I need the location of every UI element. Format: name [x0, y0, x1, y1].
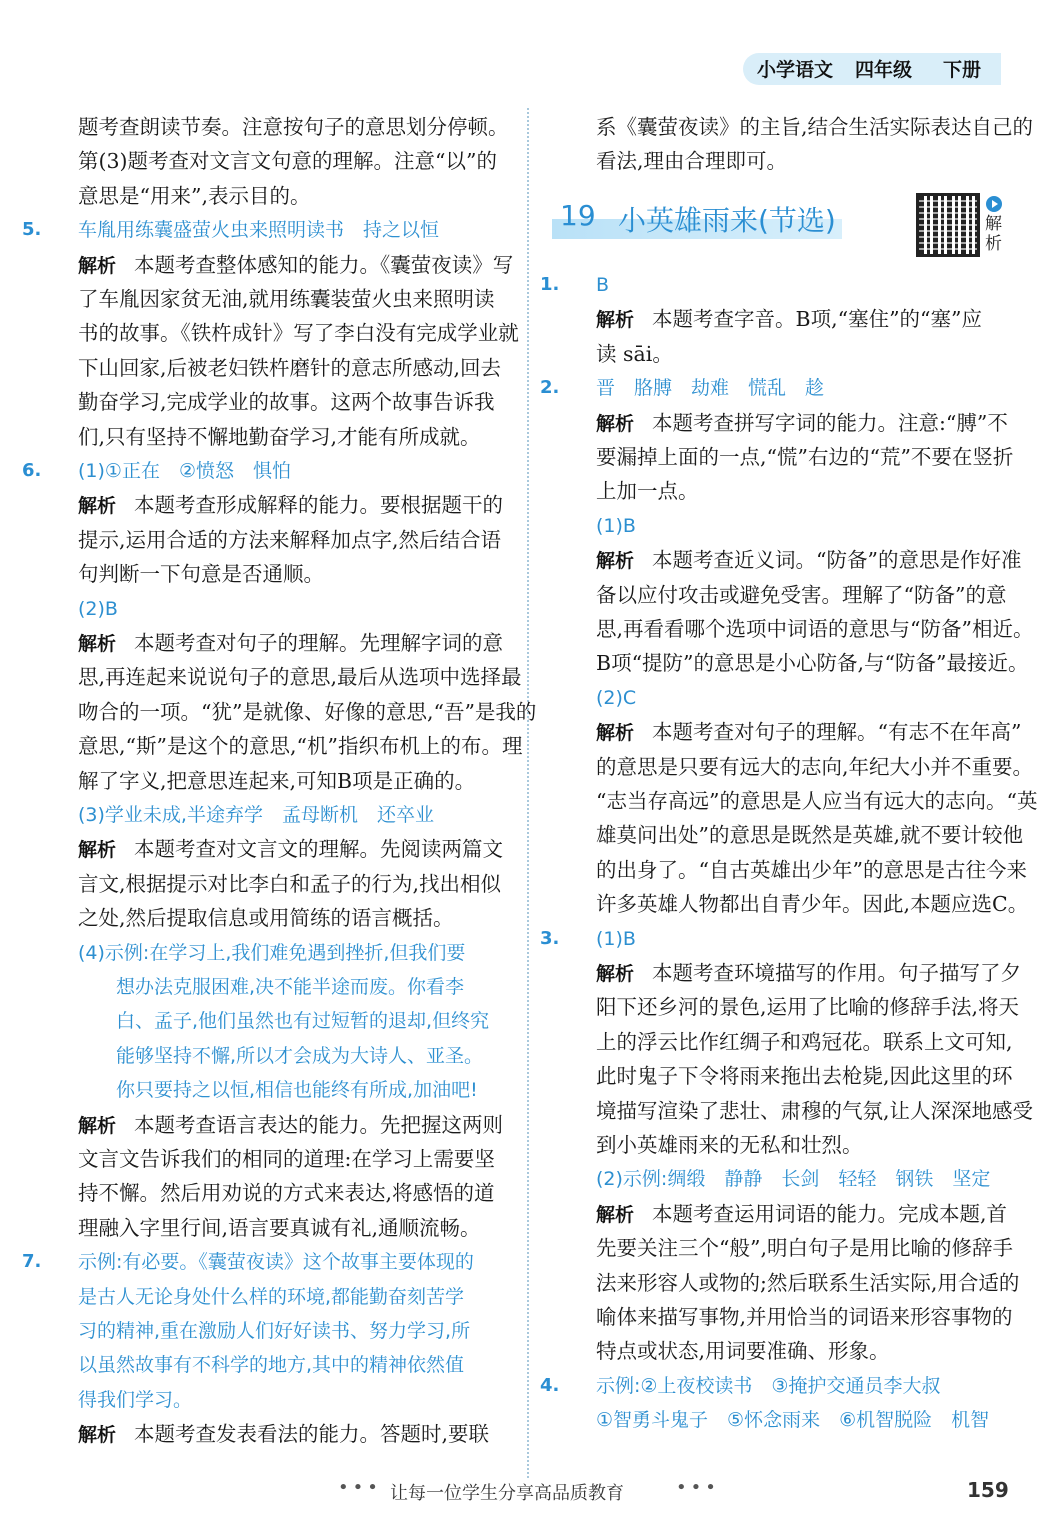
text-line	[78, 628, 503, 659]
line-text: (4)示例:在学习上,我们难免遇到挫折,但我们要	[78, 941, 466, 964]
line-text: 言文,根据提示对比李白和孟子的行为,找出相似	[78, 871, 502, 896]
answer-line	[78, 1385, 192, 1415]
line-text: B	[596, 274, 610, 296]
line-text: 要漏掉上面的一点,“慌”右边的“荒”不要在竖折	[596, 445, 1014, 469]
qr-code-icon[interactable]	[916, 193, 980, 257]
line-text: (2)B	[78, 597, 118, 620]
text-line	[78, 559, 324, 589]
line-text: 的出身了。“自古英雄出少年”的意思是古往今来	[596, 857, 1027, 882]
answer-line	[78, 1247, 474, 1277]
text-line	[596, 146, 787, 176]
text-line	[78, 525, 501, 555]
answer-line	[78, 1350, 464, 1380]
line-text: 解了字义,把意思连起来,可知B项是正确的。	[78, 768, 476, 793]
question-number: 5.	[22, 219, 42, 241]
line-text: 本题考查字音。B项,“塞住”的“塞”应	[652, 307, 983, 332]
line-text: 思,再看看哪个选项中词语的意思与“防备”相近。	[596, 617, 1034, 641]
line-text: 本题考查拼写字词的能力。注意:“膊”不	[652, 410, 1008, 435]
analysis-label: 解析	[596, 412, 635, 435]
analysis-label: 解析	[78, 1424, 117, 1447]
line-text: 是古人无论身处什么样的环境,都能勤奋刻苦学	[78, 1285, 465, 1308]
text-line	[78, 146, 497, 176]
line-text: 上加一点。	[596, 479, 699, 504]
text-line	[596, 648, 1029, 678]
line-text: 意思是“用来”,表示目的。	[78, 183, 311, 208]
text-line	[596, 1336, 890, 1366]
text-line	[596, 545, 1021, 576]
line-text: (1)①正在 ②愤怒 惧怕	[78, 460, 291, 482]
text-line	[78, 1419, 489, 1450]
line-text: 本题考查语言表达的能力。先把握这两则	[134, 1112, 504, 1137]
answer-line	[78, 215, 439, 245]
line-text: 吻合的一项。“犹”是就像、好像的意思,“吾”是我的	[78, 699, 537, 724]
footer-dots-left: •••	[338, 1477, 382, 1498]
text-line	[596, 1199, 1007, 1230]
line-text: 本题考查对句子的理解。先理解字词的意	[134, 631, 504, 655]
line-text: 思,再连起来说说句子的意思,最后从选项中选择最	[78, 665, 522, 690]
line-text: ①智勇斗鬼子 ⑤怀念雨来 ⑥机智脱险 机智	[596, 1409, 990, 1432]
answer-line	[78, 456, 291, 486]
answer-line	[596, 511, 636, 541]
analysis-label: 解析	[596, 550, 635, 573]
footer-slogan: 让每一位学生分享高品质教育	[390, 1483, 624, 1504]
text-line	[596, 1096, 1033, 1126]
line-text: 喻体来描写事物,并用恰当的词语来形容事物的	[596, 1305, 1013, 1329]
header-tag	[743, 53, 1001, 85]
text-line	[78, 284, 495, 314]
line-text: 示例:②上夜校读书 ③掩护交通员李大叔	[596, 1374, 941, 1397]
answer-line	[78, 972, 464, 1002]
line-text: 习的精神,重在激励人们好好读书、努力学习,所	[78, 1320, 471, 1342]
play-icon[interactable]	[986, 196, 1002, 212]
line-text: 雄莫问出处”的意思是既然是英雄,就不要计较他	[596, 823, 1023, 848]
line-text: 境描写渲染了悲壮、肃穆的气氛,让人深深地感受	[596, 1098, 1034, 1123]
text-line	[596, 1233, 1013, 1263]
answer-line	[596, 1164, 990, 1194]
lesson-heading	[552, 197, 842, 241]
text-line	[78, 422, 481, 452]
line-text: 本题考查近义词。“防备”的意思是作好准	[652, 548, 1022, 573]
line-text: 你只要持之以恒,相信也能终有所成,加油吧!	[78, 1079, 478, 1102]
text-line	[596, 304, 982, 335]
line-text: 题考查朗读节奏。注意按句子的意思划分停顿。	[78, 115, 509, 139]
line-text: 许多英雄人物都出自青少年。因此,本题应选C。	[596, 892, 1029, 917]
text-line	[596, 442, 1013, 472]
line-text: 此时鬼子下令将雨来拖出去枪毙,因此这里的环	[596, 1064, 1013, 1089]
line-text: 上的浮云比作红绸子和鸡冠花。联系上文可知,	[596, 1029, 1013, 1054]
line-text: (2)C	[596, 686, 637, 709]
answer-line	[78, 1282, 464, 1312]
question-number: 4.	[540, 1374, 560, 1396]
text-line	[596, 820, 1023, 850]
answer-line	[78, 1041, 483, 1071]
line-text: B项“提防”的意思是小心防备,与“防备”最接近。	[596, 651, 1029, 676]
line-text: 系《囊萤夜读》的主旨,结合生活实际表达自己的	[596, 115, 1034, 139]
analysis-label: 解析	[78, 495, 117, 518]
answer-line	[596, 1405, 989, 1435]
text-line	[596, 1302, 1013, 1332]
text-line	[596, 580, 1006, 610]
line-text: “志当存高远”的意思是人应当有远大的志向。“英	[596, 789, 1038, 813]
page-number: 159	[967, 1478, 1009, 1502]
line-text: 理融入字里行间,语言要真诚有礼,通顺流畅。	[78, 1215, 481, 1240]
answer-line	[596, 1371, 940, 1401]
text-line	[78, 766, 475, 796]
answer-line	[596, 924, 636, 954]
line-text: 看法,理由合理即可。	[596, 149, 788, 174]
line-text: 们,只有坚持不懈地勤奋学习,才能有所成就。	[78, 424, 481, 449]
text-line	[596, 855, 1027, 885]
line-text: 第(3)题考查对文言文句意的理解。注意“以”的	[78, 149, 497, 174]
question-number: 3.	[540, 927, 560, 949]
question-number: 7.	[22, 1251, 42, 1273]
text-line	[78, 1213, 481, 1243]
answer-line	[78, 1075, 478, 1105]
text-line	[596, 476, 699, 506]
line-text: 句判断一下句意是否通顺。	[78, 562, 324, 587]
line-text: 本题考查环境描写的作用。句子描写了夕	[652, 961, 1022, 985]
answer-line	[78, 594, 118, 624]
analysis-label: 解析	[78, 1114, 117, 1137]
line-text: 特点或状态,用词要准确、形象。	[596, 1339, 890, 1364]
text-line	[596, 1130, 863, 1160]
text-line	[596, 958, 1021, 989]
question-number: 6.	[22, 460, 42, 481]
line-text: 本题考查对文言文的理解。先阅读两篇文	[134, 837, 504, 862]
line-text: 本题考查对句子的理解。“有志不在年高”	[652, 720, 1022, 745]
text-line	[78, 731, 522, 761]
line-text: 能够坚持不懈,所以才会成为大诗人、亚圣。	[78, 1044, 484, 1067]
text-line	[78, 250, 513, 281]
text-line	[596, 1061, 1013, 1091]
text-line	[596, 614, 1033, 644]
line-text: 提示,运用合适的方法来解释加点字,然后结合语	[78, 527, 502, 552]
text-line	[596, 339, 673, 369]
line-text: 本题考查发表看法的能力。答题时,要联	[134, 1422, 490, 1447]
line-text: 文言文告诉我们的相同的道理:在学习上需要坚	[78, 1147, 495, 1171]
answer-line	[78, 1316, 470, 1346]
analysis-label: 解析	[596, 963, 635, 985]
question-number: 2.	[540, 377, 560, 399]
line-text: 本题考查形成解释的能力。要根据题干的	[134, 493, 504, 518]
line-text: (1)B	[596, 927, 636, 950]
answer-line	[596, 683, 636, 713]
text-line	[596, 1027, 1013, 1057]
line-text: 法来形容人或物的;然后联系生活实际,用合适的	[596, 1270, 1020, 1295]
text-line	[596, 1268, 1019, 1298]
analysis-label: 解析	[596, 722, 635, 745]
text-line	[78, 181, 310, 211]
line-text: 示例:有必要。《囊萤夜读》这个故事主要体现的	[78, 1251, 474, 1274]
text-line	[78, 903, 454, 933]
analysis-label: 解析	[78, 633, 117, 655]
text-line	[596, 786, 1037, 816]
analysis-label: 解析	[78, 839, 117, 862]
line-text: 以虽然故事有不科学的地方,其中的精神依然值	[78, 1354, 465, 1377]
text-line	[78, 112, 509, 142]
text-line	[78, 834, 503, 865]
text-line	[78, 490, 503, 521]
lesson-title: 小英雄雨来(节选)	[618, 204, 836, 237]
line-text: 阳下还乡河的景色,运用了比喻的修辞手法,将天	[596, 995, 1020, 1020]
line-text: 到小英雄雨来的无私和壮烈。	[596, 1133, 863, 1157]
line-text: 持不懈。然后用劝说的方式来表达,将感悟的道	[78, 1181, 495, 1206]
line-text: 得我们学习。	[78, 1388, 193, 1411]
line-text: 备以应付攻击或避免受害。理解了“防备”的意	[596, 582, 1007, 607]
answer-line	[78, 800, 434, 830]
line-text: 先要关注三个“般”,明白句子是用比喻的修辞手	[596, 1236, 1013, 1261]
line-text: 本题考查运用词语的能力。完成本题,首	[652, 1201, 1008, 1226]
answer-line	[596, 270, 609, 300]
line-text: 读 sāi。	[596, 341, 673, 366]
line-text: 晋 胳膊 劫难 慌乱 趁	[596, 377, 825, 400]
text-line	[596, 752, 1033, 782]
text-line	[78, 1110, 503, 1141]
line-text: 车胤用练囊盛萤火虫来照明读书 持之以恒	[78, 219, 440, 242]
text-line	[78, 353, 501, 383]
analysis-label: 解析	[78, 254, 117, 277]
text-line	[596, 112, 1033, 142]
analysis-label: 解析	[596, 309, 635, 332]
text-line	[78, 662, 522, 692]
line-text: 书的故事。《铁杵成针》写了李白没有完成学业就	[78, 321, 519, 346]
header-subject: 小学语文	[757, 59, 834, 81]
line-text: 了车胤因家贫无油,就用练囊装萤火虫来照明读	[78, 287, 495, 311]
footer-dots-right: •••	[676, 1477, 720, 1498]
column-divider	[527, 108, 529, 1478]
page-footer	[0, 1474, 1053, 1514]
header-grade: 四年级	[855, 59, 913, 81]
answer-line	[596, 373, 824, 403]
line-text: 想办法克服困难,决不能半途而废。你看李	[78, 976, 465, 998]
analysis-label: 解析	[596, 1203, 635, 1226]
line-text: 之处,然后提取信息或用简练的语言概括。	[78, 906, 454, 931]
text-line	[78, 697, 536, 727]
text-line	[78, 387, 495, 417]
text-line	[78, 1178, 495, 1208]
text-line	[78, 1144, 495, 1174]
header-volume: 下册	[943, 59, 982, 81]
question-number: 1.	[540, 274, 560, 295]
text-line	[596, 717, 1021, 748]
line-text: (1)B	[596, 514, 636, 537]
line-text: (3)学业未成,半途弃学 孟母断机 还卒业	[78, 804, 434, 826]
line-text: 白、孟子,他们虽然也有过短暂的退却,但终究	[78, 1010, 490, 1033]
text-line	[596, 889, 1028, 919]
line-text: 意思,“斯”是这个的意思,“机”指织布机上的布。理	[78, 734, 523, 759]
text-line	[596, 992, 1019, 1022]
line-text: 下山回家,后被老妇铁杵磨针的意志所感动,回去	[78, 355, 502, 380]
line-text: 勤奋学习,完成学业的故事。这两个故事告诉我	[78, 390, 495, 415]
text-line	[596, 408, 1008, 439]
text-line	[78, 869, 501, 899]
line-text: 本题考查整体感知的能力。《囊萤夜读》写	[134, 252, 514, 277]
qr-label: 解析	[985, 214, 1002, 254]
text-line	[78, 318, 519, 348]
line-text: (2)示例:绸缎 静静 长剑 轻轻 钢铁 坚定	[596, 1168, 991, 1191]
line-text: 的意思是只要有远大的志向,年纪大小并不重要。	[596, 754, 1034, 779]
lesson-number: 19	[560, 199, 596, 232]
answer-line	[78, 938, 465, 968]
answer-line	[78, 1006, 489, 1036]
